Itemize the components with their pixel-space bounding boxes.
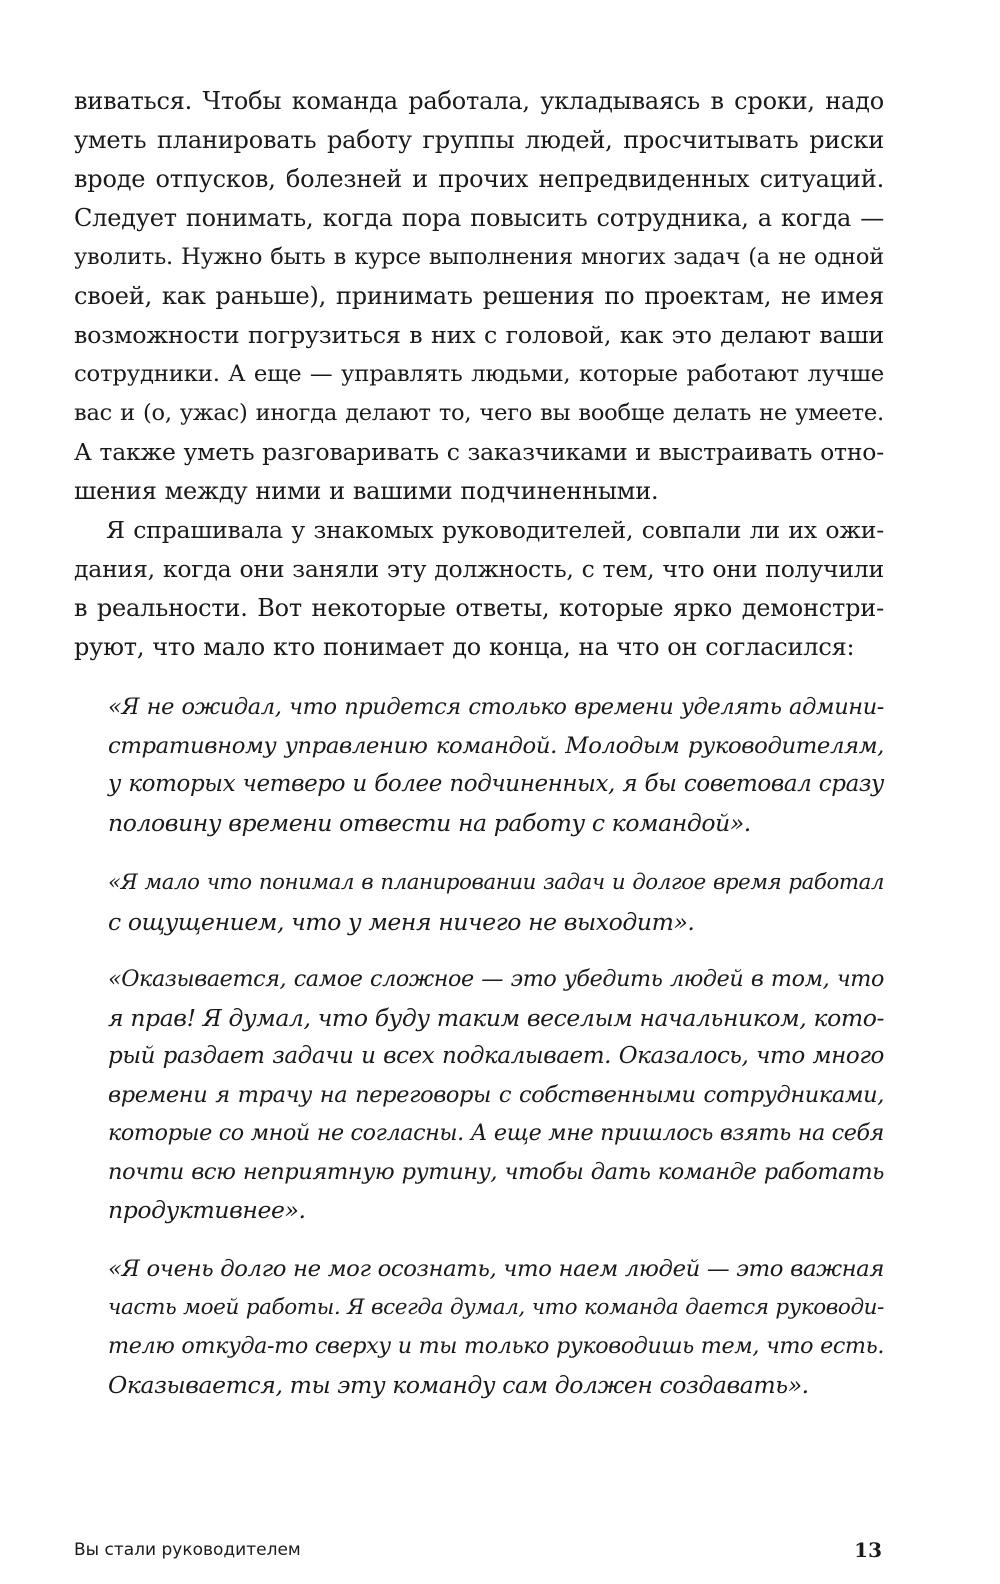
text-line: А также уметь разговаривать с заказчиками и выстраивать отно- — [74, 438, 884, 466]
quote-line: времени я трачу на переговоры с собственными сотрудниками, — [108, 1081, 884, 1108]
text-line: сотрудники. А еще — управлять людьми, которые работают лучше — [74, 361, 884, 387]
quote-1 — [108, 688, 884, 842]
quote-2 — [108, 864, 884, 941]
text-line: Следует понимать, когда пора повысить сотрудника, а когда — — [74, 204, 884, 232]
text-line: своей, как раньше), принимать решения по проектам, не имея — [74, 282, 884, 310]
running-footer-title: Вы стали руководителем — [74, 1540, 301, 1560]
quote-line: «Оказывается, самое сложное — это убедить людей в том, что — [108, 966, 884, 992]
text-line: вас и (о, ужас) иногда делают то, чего вы вообще делать не умеете. — [74, 400, 884, 426]
text-line: Я спрашивала у знакомых руководителей, совпали ли их ожи- — [106, 516, 884, 544]
text-line: возможности погрузиться в них с головой, как это делают ваши — [74, 321, 884, 349]
text-line: уметь планировать работу группы людей, просчитывать риски — [74, 126, 884, 154]
quote-4 — [108, 1250, 884, 1404]
quote-line: которые со мной не согласны. А еще мне пришлось взять на себя — [108, 1120, 884, 1146]
quote-line: продуктивнее». — [108, 1196, 306, 1224]
quote-line: я прав! Я думал, что буду таким веселым начальником, кото- — [108, 1003, 884, 1032]
text-line: вроде отпусков, болезней и прочих непредвиденных ситуаций. — [74, 165, 884, 193]
text-line: в реальности. Вот некоторые ответы, которые ярко демонстри- — [74, 594, 884, 622]
quote-line: половину времени отвести на работу с командой». — [108, 808, 751, 837]
paragraph-1 — [74, 82, 884, 511]
text-line: руют, что мало кто понимает до конца, на что он согласился: — [74, 633, 855, 661]
paragraph-2 — [74, 511, 884, 667]
text-line: шения между ними и вашими подчиненными. — [74, 477, 659, 505]
quote-line: почти всю неприятную рутину, чтобы дать команде работать — [108, 1158, 884, 1185]
text-line: дания, когда они заняли эту должность, с тем, что они получили — [74, 555, 884, 583]
quote-line: стративному управлению командой. Молодым руководителям, — [108, 732, 884, 759]
quote-line: «Я мало что понимал в планировании задач и долгое время работал — [108, 870, 884, 895]
page-number: 13 — [854, 1538, 882, 1562]
quote-line: с ощущением, что у меня ничего не выходит». — [108, 907, 695, 936]
quote-line: «Я не ожидал, что придется столько времени уделять админи- — [108, 694, 884, 720]
quote-line: часть моей работы. Я всегда думал, что команда дается руководи- — [108, 1294, 884, 1320]
text-line: уволить. Нужно быть в курсе выполнения многих задач (а не одной — [74, 244, 884, 270]
quote-line: «Я очень долго не мог осознать, что наем людей — это важная — [108, 1256, 884, 1282]
quote-line: рый раздает задачи и всех подкалывает. Оказалось, что много — [108, 1043, 884, 1069]
quote-line: Оказывается, ты эту команду сам должен создавать». — [108, 1370, 809, 1399]
text-line: виваться. Чтобы команда работала, укладываясь в сроки, надо — [74, 87, 884, 115]
quote-line: у которых четверо и более подчиненных, я бы советовал сразу — [108, 771, 884, 797]
quote-3 — [108, 960, 884, 1230]
quote-line: телю откуда-то сверху и ты только руководишь тем, что есть. — [108, 1333, 884, 1359]
